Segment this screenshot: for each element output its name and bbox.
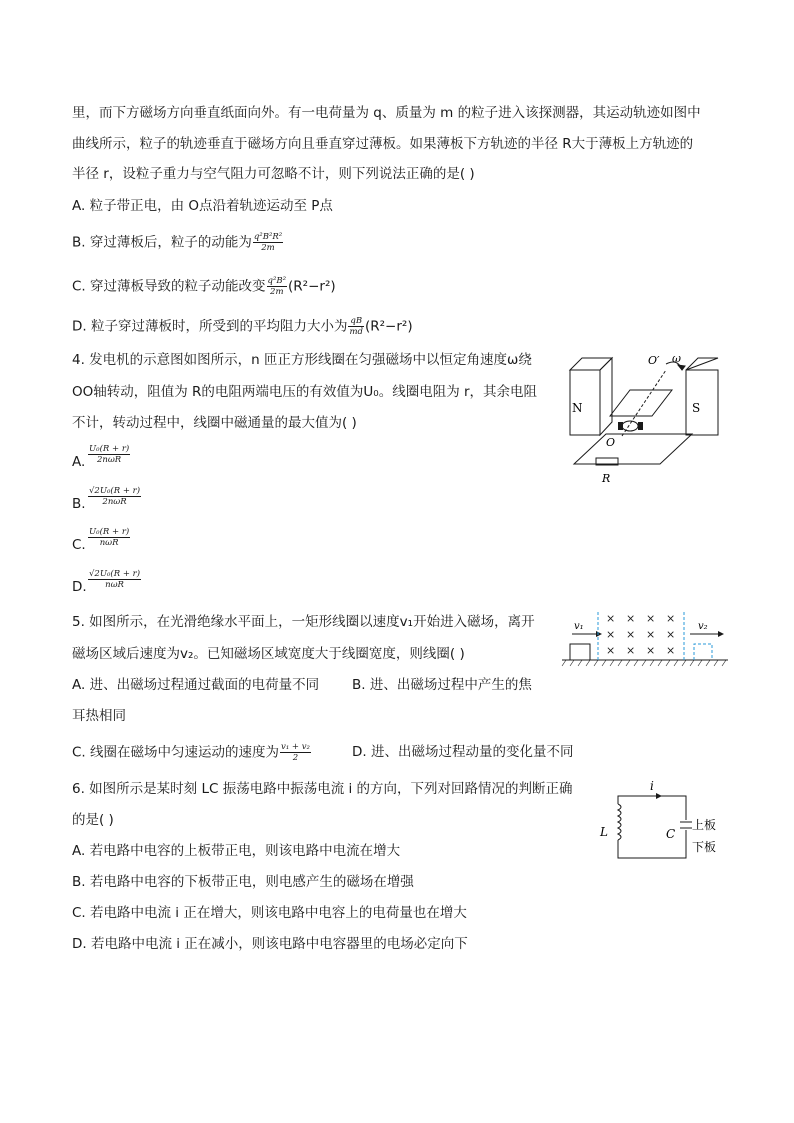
v1-arrowhead bbox=[596, 631, 602, 637]
q5-option-b-continued: 耳热相同 bbox=[72, 708, 126, 724]
magnetic-field-figure bbox=[560, 608, 730, 672]
q5-stem-line-1: 5. 如图所示，在光滑绝缘水平面上，一矩形线圈以速度v₁开始进入磁场，离开 bbox=[72, 614, 535, 630]
q3-stem-line-3: 半径 r，设粒子重力与空气阻力可忽略不计，则下列说法正确的是( ) bbox=[72, 166, 475, 182]
q3-option-b bbox=[72, 232, 284, 253]
magnet-n-side bbox=[600, 358, 612, 435]
v2-arrowhead bbox=[718, 631, 724, 637]
label-o-prime: O′ bbox=[648, 354, 660, 367]
wire-bottom bbox=[618, 830, 686, 858]
svg-text:×: × bbox=[606, 628, 616, 641]
q5-option-b: B. 进、出磁场过程中产生的焦 bbox=[352, 677, 532, 693]
svg-text:×: × bbox=[666, 628, 676, 641]
rotation-axis bbox=[622, 370, 666, 436]
label-lower-plate: 下板 bbox=[692, 840, 717, 854]
label-r: R bbox=[602, 472, 611, 485]
q4-stem-line-2: OO轴转动，阻值为 R的电阻两端电压的有效值为U₀。线圈电阻为 r，其余电阻 bbox=[72, 384, 538, 400]
q5-option-c-text: C. 线圈在磁场中匀速运动的速度为 bbox=[72, 744, 280, 761]
label-s: S bbox=[692, 401, 701, 415]
q6-option-b: B. 若电路中电容的下板带正电，则电感产生的磁场在增强 bbox=[72, 874, 414, 890]
q4-option-b-label: B. bbox=[72, 496, 86, 512]
q3-option-d-suffix: (R²−r²) bbox=[365, 318, 413, 335]
slip-ring bbox=[622, 421, 638, 431]
svg-text:×: × bbox=[606, 612, 616, 625]
q4-option-a-label: A. bbox=[72, 454, 86, 470]
q3-option-d-text: D. 粒子穿过薄板时，所受到的平均阻力大小为 bbox=[72, 318, 348, 335]
q6-option-d: D. 若电路中电流 i 正在减小，则该电路中电容器里的电场必定向下 bbox=[72, 936, 468, 952]
q5-option-c-fraction: $\frac{\text{v₁ + v₂}}{2}$ bbox=[281, 742, 310, 763]
q3-option-a: A. 粒子带正电，由 O点沿着轨迹运动至 P点 bbox=[72, 198, 333, 214]
q5-option-a: A. 进、出磁场过程通过截面的电荷量不同 bbox=[72, 677, 320, 693]
q6-stem-line-1: 6. 如图所示是某时刻 LC 振荡电路中振荡电流 i 的方向，下列对回路情况的判断正确 bbox=[72, 781, 573, 797]
svg-text:×: × bbox=[666, 612, 676, 625]
inductor-coil bbox=[618, 804, 621, 840]
label-v1: v₁ bbox=[574, 621, 584, 632]
q4-option-a-fraction: U₀(R + r) 2nωR bbox=[89, 444, 130, 465]
coil-loop bbox=[610, 390, 672, 416]
q3-option-b-text: B. 穿过薄板后，粒子的动能为 bbox=[72, 234, 252, 251]
svg-text:×: × bbox=[626, 644, 636, 657]
q4-option-b-fraction: √2U₀(R + r) 2nωR bbox=[89, 486, 141, 507]
label-l: L bbox=[600, 825, 608, 839]
brush-right bbox=[638, 422, 643, 430]
q5-stem-line-2: 磁场区域后速度为v₂。已知磁场区域宽度大于线圈宽度，则线圈( ) bbox=[72, 646, 465, 662]
label-o: O bbox=[606, 436, 616, 449]
svg-text:×: × bbox=[626, 628, 636, 641]
q4-option-c-label: C. bbox=[72, 537, 86, 553]
wire-top bbox=[618, 796, 686, 820]
q5-option-d: D. 进、出磁场过程动量的变化量不同 bbox=[352, 744, 574, 760]
label-n: N bbox=[572, 401, 583, 415]
coil-after bbox=[694, 644, 712, 660]
label-c: C bbox=[666, 827, 676, 841]
q4-option-c-fraction: U₀(R + r) nωR bbox=[89, 527, 130, 548]
q3-option-d bbox=[72, 316, 413, 337]
label-i: i bbox=[650, 779, 654, 793]
label-omega: ω bbox=[672, 352, 681, 365]
svg-text:×: × bbox=[606, 644, 616, 657]
q3-option-c-suffix: (R²−r²) bbox=[288, 278, 336, 295]
svg-text:×: × bbox=[666, 644, 676, 657]
q4-stem-line-3: 不计，转动过程中，线圈中磁通量的最大值为( ) bbox=[72, 415, 357, 431]
current-arrow-icon bbox=[656, 793, 662, 799]
svg-text:×: × bbox=[646, 644, 656, 657]
omega-arrowhead bbox=[678, 365, 685, 370]
ground-hatch bbox=[562, 660, 726, 666]
magnet-s-top bbox=[686, 358, 718, 370]
label-upper-plate: 上板 bbox=[692, 818, 717, 832]
q4-option-d-label: D. bbox=[72, 579, 87, 595]
lc-circuit-figure bbox=[594, 778, 724, 862]
magnet-s-front bbox=[686, 370, 718, 435]
q5-option-c bbox=[72, 742, 312, 763]
q4-stem-line-1: 4. 发电机的示意图如图所示，n 匝正方形线圈在匀强磁场中以恒定角速度ω绕 bbox=[72, 352, 532, 368]
coil-before bbox=[570, 644, 590, 660]
q3-stem-line-1: 里，而下方磁场方向垂直纸面向外。有一电荷量为 q、质量为 m 的粒子进入该探测器，其运动轨迹如图中 bbox=[72, 105, 701, 121]
svg-text:×: × bbox=[646, 628, 656, 641]
svg-text:×: × bbox=[626, 612, 636, 625]
q3-option-d-fraction: $\frac{qB}{md}$ bbox=[349, 316, 363, 337]
q6-stem-line-2: 的是( ) bbox=[72, 812, 114, 828]
q3-option-c-fraction: $\frac{\text{q²B²}}{2m}$ bbox=[267, 276, 287, 297]
base-plate bbox=[574, 434, 692, 464]
q3-option-c-text: C. 穿过薄板导致的粒子动能改变 bbox=[72, 278, 266, 295]
q6-option-a: A. 若电路中电容的上板带正电，则该电路中电流在增大 bbox=[72, 843, 401, 859]
generator-figure bbox=[560, 350, 730, 490]
field-crosses bbox=[606, 612, 675, 657]
q6-option-c: C. 若电路中电流 i 正在增大，则该电路中电容上的电荷量也在增大 bbox=[72, 905, 467, 921]
q3-stem-line-2: 曲线所示，粒子的轨迹垂直于磁场方向且垂直穿过薄板。如果薄板下方轨迹的半径 R大于薄板上方轨迹的 bbox=[72, 136, 694, 152]
q4-option-d-fraction: √2U₀(R + r) nωR bbox=[89, 569, 141, 590]
q3-option-b-fraction: $\frac{\text{q²B²R²}}{2m}$ bbox=[253, 232, 283, 253]
svg-text:×: × bbox=[646, 612, 656, 625]
label-v2: v₂ bbox=[698, 621, 708, 632]
q3-option-c bbox=[72, 276, 336, 297]
